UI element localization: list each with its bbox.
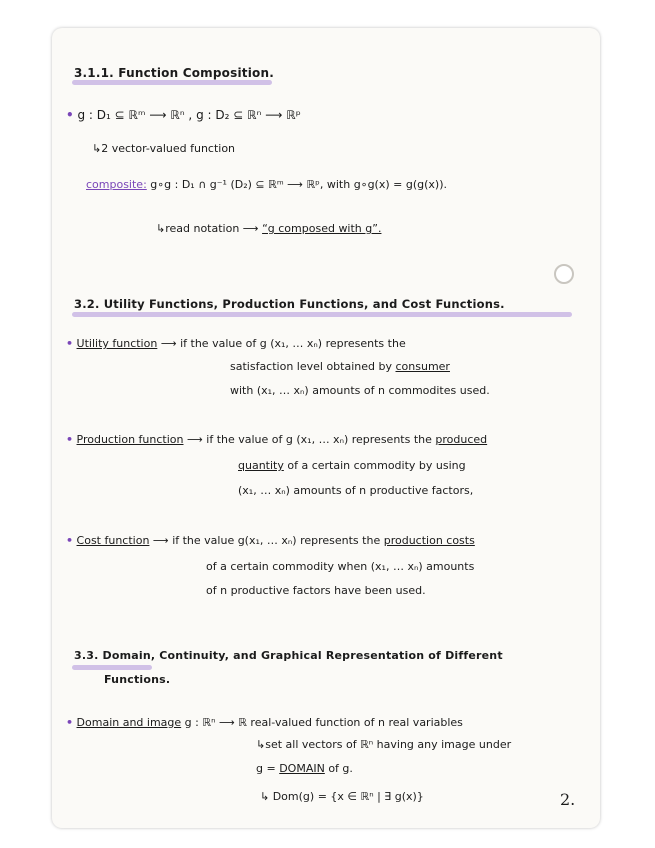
term-domain-and-image: Domain and image <box>76 716 182 729</box>
section-heading-3-2: 3.2. Utility Functions, Production Functions, and Cost Functions. <box>74 297 505 311</box>
heading-highlight <box>72 665 152 670</box>
utility-line-2: satisfaction level obtained by consumer <box>230 360 450 373</box>
section-heading-3-3-cont: Functions. <box>104 673 171 686</box>
notebook-page <box>52 28 600 828</box>
heading-highlight <box>72 80 272 85</box>
production-line-3: (x₁, … xₙ) amounts of n productive factors, <box>238 484 474 497</box>
section-heading-3-1-1: 3.1.1. Function Composition. <box>74 66 274 80</box>
utility-line-3: with (x₁, … xₙ) amounts of n commodites used. <box>230 384 490 397</box>
utility-line-1: • Utility function ⟶ if the value of g (x₁, … xₙ) represents the <box>66 337 406 350</box>
term-production-function: Production function <box>76 433 184 446</box>
production-line-2: quantity of a certain commodity by using <box>238 459 466 472</box>
production-line-1: • Production function ⟶ if the value of g (x₁, … xₙ) represents the produced <box>66 433 488 446</box>
cost-line-2: of a certain commodity when (x₁, … xₙ) amounts <box>206 560 475 573</box>
term-cost-function: Cost function <box>76 534 150 547</box>
domain-line-3: g = DOMAIN of g. <box>256 762 353 775</box>
function-definition: • g : D₁ ⊆ ℝᵐ ⟶ ℝⁿ , g : D₂ ⊆ ℝⁿ ⟶ ℝᵖ <box>66 108 301 122</box>
heading-highlight <box>72 312 572 317</box>
domain-line-4: ↳ Dom(g) = {x ∈ ℝⁿ | ∃ g(x)} <box>260 790 424 803</box>
section-heading-3-3: 3.3. Domain, Continuity, and Graphical Representation of Different <box>74 649 503 662</box>
cost-line-1: • Cost function ⟶ if the value g(x₁, … xₙ) represents the production costs <box>66 534 475 547</box>
composite-line: composite: g∘g : D₁ ∩ g⁻¹ (D₂) ⊆ ℝᵐ ⟶ ℝᵖ, with g∘g(x) = g(g(x)). <box>86 178 447 191</box>
term-utility-function: Utility function <box>76 337 158 350</box>
vector-valued-note: ↳2 vector-valued function <box>92 142 236 155</box>
domain-line-1: • Domain and image g : ℝⁿ ⟶ ℝ real-valued function of n real variables <box>66 716 463 729</box>
read-notation-line: ↳read notation ⟶ “g composed with g”. <box>156 222 382 235</box>
cost-line-3: of n productive factors have been used. <box>206 584 426 597</box>
domain-line-2: ↳set all vectors of ℝⁿ having any image under <box>256 738 512 751</box>
page-number: 2. <box>560 790 576 809</box>
binder-hole <box>554 264 574 284</box>
